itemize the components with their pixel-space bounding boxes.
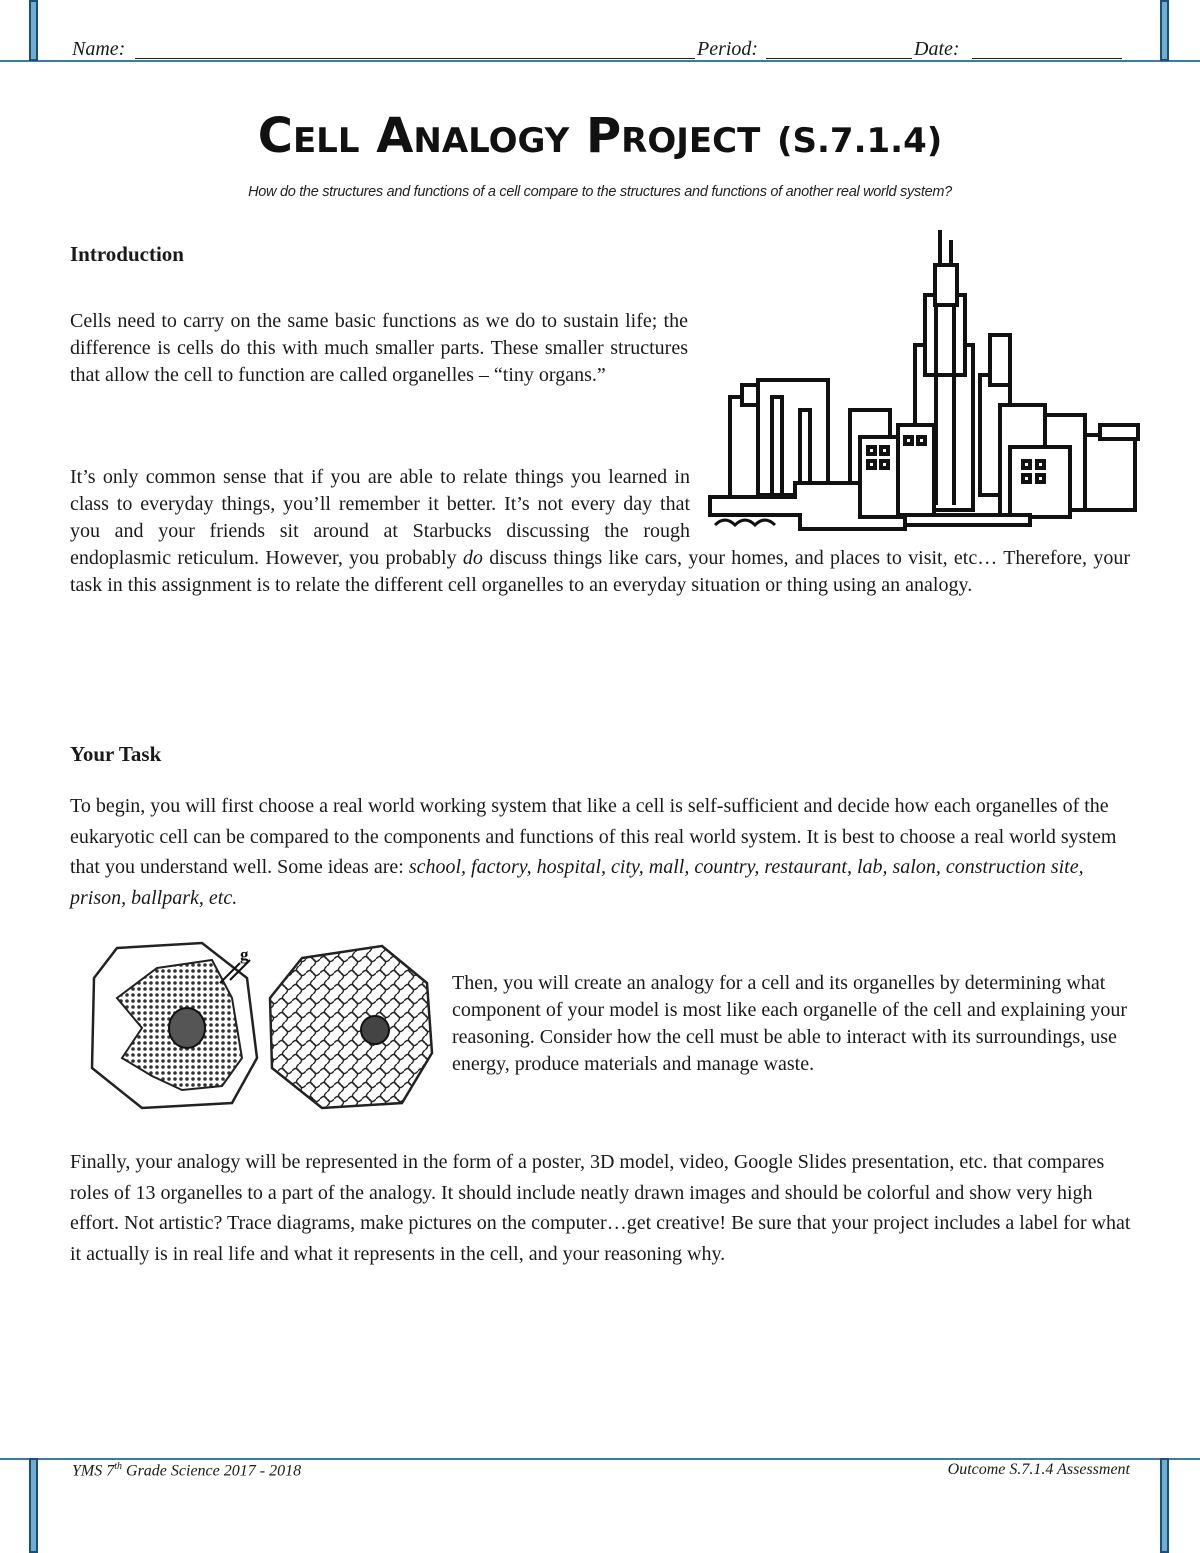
bottom-left-bar — [29, 1458, 38, 1553]
footer-course: YMS 7th Grade Science 2017 - 2018 — [72, 1461, 302, 1480]
task-paragraph-3: Finally, your analogy will be represented in the form of a poster, 3D model, video, Google Slides presentation, etc. that compares roles of 13 organelles to a part of the analogy. It should include neatly drawn images and should be colorful and show very high effort. Not artistic? Trace diagrams, make pictures on the computer…get creative! Be sure that your project includes a label for what it actually is in real life and what it represents in the cell, and your reasoning why. — [70, 1151, 1131, 1265]
top-left-bar — [29, 0, 38, 61]
bottom-right-bar — [1160, 1458, 1169, 1553]
page-title — [0, 108, 1200, 164]
plant-cell-illustrations — [82, 938, 437, 1113]
introduction-heading: Introduction — [70, 242, 184, 266]
footer-outcome: Outcome S.7.1.4 Assessment — [947, 1461, 1130, 1478]
intro-paragraph-1: Cells need to carry on the same basic functions as we do to sustain life; the difference is cells do this with much smaller parts. These smaller structures that allow the cell to function are called organelles – “tiny organs.” — [70, 310, 688, 386]
date-field[interactable] — [972, 58, 1122, 59]
intro-paragraph-2: It’s only common sense that if you are able to relate things you learned in class to everyday things, you’ll remember it better. It’s not every day that you and your friends sit around at Starbucks discussing the rough endoplasmic reticulum. However, you probably do discuss things like cars, your homes, and places to visit, etc… Therefore, your task in this assignment is to relate the different cell organelles to an everyday situation or thing using an analogy. — [70, 466, 1130, 596]
task-paragraph-1: To begin, you will first choose a real world working system that like a cell is self-sufficient and decide how each organelles of the eukaryotic cell can be compared to the components and functions of this real world system. It is best to choose a real world system that you understand well. Some ideas are: school, factory, hospital, city, mall, country, restaurant, lab, salon, construction site, prison, ballpark, etc. — [70, 795, 1117, 909]
bottom-frame-line — [0, 1458, 1200, 1460]
name-label: Name: — [72, 38, 126, 60]
task-paragraph-2: Then, you will create an analogy for a cell and its organelles by determining what component of your model is most like each organelle of the cell and explaining your reasoning. Consider how the cell must be able to interact with its surroundings, use energy, produce materials and manage waste. — [452, 972, 1127, 1075]
title-code: (S.7.1.4) — [776, 121, 943, 161]
name-field[interactable] — [135, 58, 695, 59]
top-frame-line — [0, 60, 1200, 62]
period-label: Period: — [697, 38, 759, 60]
title-main: Cell Analogy Project — [257, 108, 761, 164]
top-right-bar — [1160, 0, 1169, 61]
essential-question: How do the structures and functions of a cell compare to the structures and functions of another real world system? — [248, 184, 952, 200]
date-label: Date: — [914, 38, 960, 60]
your-task-heading: Your Task — [70, 742, 162, 766]
cell-label-g: g — [240, 945, 249, 964]
period-field[interactable] — [766, 58, 912, 59]
system-ideas: school, factory, hospital, city, mall, country, restaurant, lab, salon, construction site, prison, ballpark, etc. — [70, 856, 1084, 909]
city-skyline-illustration — [700, 225, 1145, 535]
